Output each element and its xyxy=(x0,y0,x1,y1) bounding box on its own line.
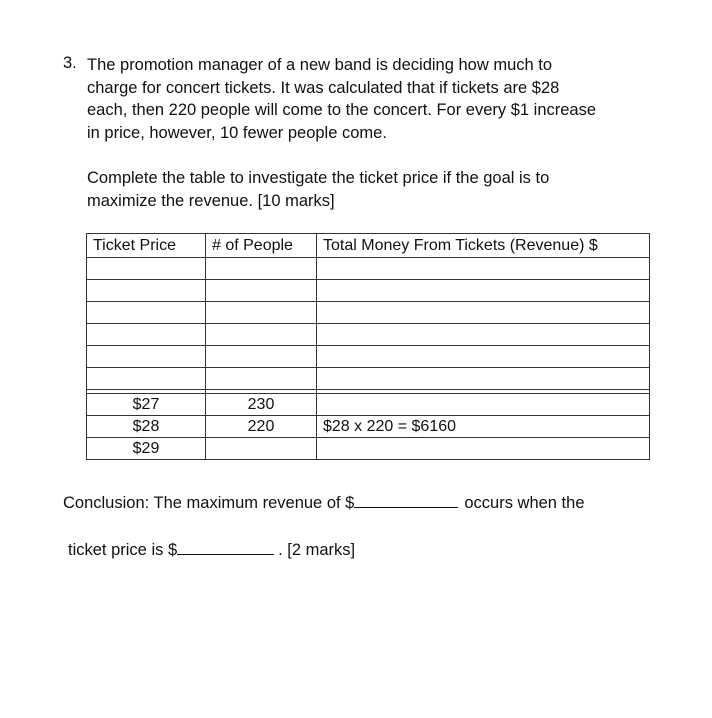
header-ticket-price: Ticket Price xyxy=(87,234,206,258)
revenue-cell[interactable] xyxy=(317,438,650,460)
revenue-cell[interactable] xyxy=(317,394,650,416)
table-row xyxy=(87,368,650,390)
question-number: 3. xyxy=(63,54,77,72)
revenue-table xyxy=(86,233,650,460)
max-revenue-blank[interactable] xyxy=(354,493,458,508)
table-cell[interactable] xyxy=(317,280,650,302)
ticket-price-cell: $28 xyxy=(87,416,206,438)
table-cell[interactable] xyxy=(87,280,206,302)
ticket-price-cell: $27 xyxy=(87,394,206,416)
table-cell[interactable] xyxy=(206,346,317,368)
question-prompt xyxy=(87,54,687,144)
conclusion-text: Conclusion: The maximum revenue of $ xyxy=(63,494,355,512)
prompt-line: The promotion manager of a new band is deciding how much to xyxy=(87,56,553,74)
marks-text: . [2 marks] xyxy=(278,541,356,559)
table-row xyxy=(87,280,650,302)
table-row xyxy=(87,416,650,438)
table-row xyxy=(87,346,650,368)
prompt-line: charge for concert tickets. It was calculated that if tickets are $28 xyxy=(87,78,560,97)
table-cell[interactable] xyxy=(206,280,317,302)
table-cell[interactable] xyxy=(206,258,317,280)
instruction-line: Complete the table to investigate the ticket price if the goal is to xyxy=(87,169,550,187)
prompt-line: in price, however, 10 fewer people come. xyxy=(87,123,387,142)
table-cell[interactable] xyxy=(87,324,206,346)
table-cell[interactable] xyxy=(317,258,650,280)
people-cell[interactable] xyxy=(206,438,317,460)
conclusion-line-1 xyxy=(63,493,585,513)
conclusion-text: ticket price is $ xyxy=(68,541,178,559)
people-cell: 230 xyxy=(206,394,317,416)
table-row xyxy=(87,438,650,460)
table-cell[interactable] xyxy=(87,346,206,368)
header-number-of-people: # of People xyxy=(206,234,317,258)
table-cell[interactable] xyxy=(206,324,317,346)
table-cell[interactable] xyxy=(87,368,206,390)
ticket-price-cell: $29 xyxy=(87,438,206,460)
table-cell[interactable] xyxy=(87,302,206,324)
table-row xyxy=(87,258,650,280)
table-cell[interactable] xyxy=(317,302,650,324)
table-cell[interactable] xyxy=(317,368,650,390)
conclusion-line-2 xyxy=(68,540,355,560)
table-row xyxy=(87,302,650,324)
table-cell[interactable] xyxy=(206,302,317,324)
table-cell[interactable] xyxy=(206,368,317,390)
prompt-line: each, then 220 people will come to the concert. For every $1 increase xyxy=(87,101,597,119)
table-cell[interactable] xyxy=(317,324,650,346)
people-cell: 220 xyxy=(206,416,317,438)
conclusion-text: occurs when the xyxy=(464,494,585,512)
question-instruction xyxy=(87,167,687,212)
header-revenue: Total Money From Tickets (Revenue) $ xyxy=(317,234,650,258)
revenue-cell: $28 x 220 = $6160 xyxy=(317,416,650,438)
table-cell[interactable] xyxy=(317,346,650,368)
table-cell[interactable] xyxy=(87,258,206,280)
table-row xyxy=(87,324,650,346)
table-header-row xyxy=(87,234,650,258)
instruction-line: maximize the revenue. [10 marks] xyxy=(87,191,335,210)
ticket-price-blank[interactable] xyxy=(177,540,274,555)
table-row xyxy=(87,394,650,416)
